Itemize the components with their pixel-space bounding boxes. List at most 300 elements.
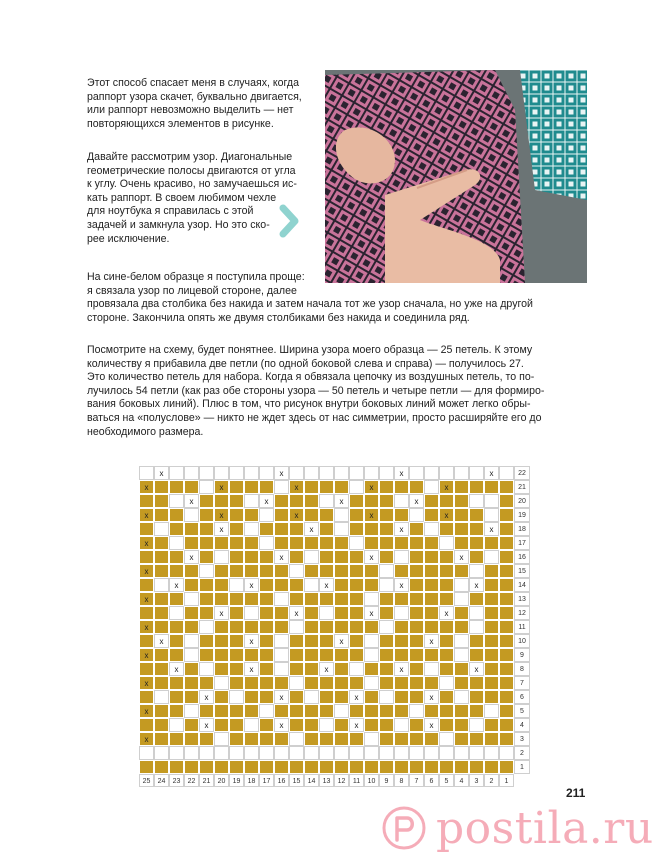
chart-cell: x bbox=[139, 592, 154, 606]
chart-cell bbox=[199, 550, 214, 564]
chart-cell bbox=[184, 662, 199, 676]
chart-cell bbox=[499, 466, 514, 480]
chart-cell bbox=[214, 662, 229, 676]
chart-cell bbox=[454, 676, 469, 690]
chart-cell bbox=[469, 536, 484, 550]
row-number: 14 bbox=[514, 578, 530, 592]
chart-cell bbox=[244, 676, 259, 690]
chart-cell bbox=[139, 746, 154, 760]
chart-cell bbox=[484, 690, 499, 704]
chart-cell bbox=[319, 634, 334, 648]
chart-cell bbox=[379, 480, 394, 494]
chart-cell bbox=[439, 676, 454, 690]
text-line: вания боковых линий). Плюс в том, что рисунок внутри боковых линий может легко обры- bbox=[87, 398, 531, 411]
chart-cell bbox=[409, 718, 424, 732]
chart-cell bbox=[304, 690, 319, 704]
chart-cell bbox=[394, 606, 409, 620]
chart-cell bbox=[454, 606, 469, 620]
chart-cell: x bbox=[394, 466, 409, 480]
chart-cell bbox=[259, 648, 274, 662]
chart-cell bbox=[319, 620, 334, 634]
chart-cell bbox=[229, 732, 244, 746]
chart-cell bbox=[229, 606, 244, 620]
chart-cell bbox=[304, 550, 319, 564]
chart-cell bbox=[439, 564, 454, 578]
column-number: 21 bbox=[199, 774, 214, 787]
chart-cell bbox=[364, 564, 379, 578]
chart-cell bbox=[259, 466, 274, 480]
chart-cell bbox=[169, 564, 184, 578]
chart-cell bbox=[469, 522, 484, 536]
chart-cell bbox=[424, 550, 439, 564]
chart-cell bbox=[439, 494, 454, 508]
chart-cell bbox=[274, 704, 289, 718]
chart-cell bbox=[184, 508, 199, 522]
chart-cell bbox=[484, 704, 499, 718]
chart-cell bbox=[349, 634, 364, 648]
chart-cell bbox=[289, 718, 304, 732]
chart-cell bbox=[409, 536, 424, 550]
chart-cell bbox=[244, 550, 259, 564]
chart-cell bbox=[364, 718, 379, 732]
column-number: 4 bbox=[454, 774, 469, 787]
row-number: 9 bbox=[514, 648, 530, 662]
chart-cell bbox=[349, 466, 364, 480]
chart-cell: x bbox=[439, 606, 454, 620]
chart-cell: x bbox=[154, 634, 169, 648]
chart-cell bbox=[244, 704, 259, 718]
chart-cell bbox=[379, 550, 394, 564]
row-number: 16 bbox=[514, 550, 530, 564]
column-number: 19 bbox=[229, 774, 244, 787]
chart-cell bbox=[229, 508, 244, 522]
chart-cell bbox=[139, 578, 154, 592]
chart-cell bbox=[139, 494, 154, 508]
chart-cell bbox=[229, 676, 244, 690]
chart-cell bbox=[394, 508, 409, 522]
chart-cell: x bbox=[439, 508, 454, 522]
chart-cell: x bbox=[469, 578, 484, 592]
chart-cell bbox=[349, 480, 364, 494]
chart-cell bbox=[379, 494, 394, 508]
chart-cell bbox=[259, 732, 274, 746]
chart-cell bbox=[319, 494, 334, 508]
chart-cell bbox=[199, 746, 214, 760]
chart-cell bbox=[454, 620, 469, 634]
chart-cell bbox=[499, 760, 514, 774]
chart-cell bbox=[379, 578, 394, 592]
chart-cell: x bbox=[139, 676, 154, 690]
chart-cell bbox=[319, 732, 334, 746]
chart-cell bbox=[244, 718, 259, 732]
chart-cell bbox=[424, 746, 439, 760]
chart-cell bbox=[379, 564, 394, 578]
chart-cell bbox=[214, 494, 229, 508]
chart-cell bbox=[454, 494, 469, 508]
chart-cell bbox=[349, 592, 364, 606]
chart-cell bbox=[304, 480, 319, 494]
column-number: 24 bbox=[154, 774, 169, 787]
chart-cell bbox=[334, 648, 349, 662]
chart-cell bbox=[154, 522, 169, 536]
chart-cell bbox=[364, 578, 379, 592]
chart-cell bbox=[484, 536, 499, 550]
chart-cell bbox=[394, 480, 409, 494]
chart-cell bbox=[214, 732, 229, 746]
chart-cell bbox=[274, 564, 289, 578]
chart-cell bbox=[484, 578, 499, 592]
text-line: количеству я прибавила две петли (по одной боковой слева и справа) — получилось 27. bbox=[87, 357, 524, 370]
chart-cell bbox=[454, 662, 469, 676]
chart-cell bbox=[304, 606, 319, 620]
chart-cell bbox=[274, 760, 289, 774]
chart-cell bbox=[469, 648, 484, 662]
chart-cell bbox=[454, 648, 469, 662]
chart-cell bbox=[469, 676, 484, 690]
chart-cell bbox=[139, 760, 154, 774]
column-number: 12 bbox=[334, 774, 349, 787]
chart-cell bbox=[199, 578, 214, 592]
chart-cell: x bbox=[214, 508, 229, 522]
chart-cell bbox=[199, 732, 214, 746]
chart-cell bbox=[289, 466, 304, 480]
chart-cell bbox=[259, 578, 274, 592]
chart-cell bbox=[469, 732, 484, 746]
chart-cell bbox=[349, 564, 364, 578]
chart-cell bbox=[319, 648, 334, 662]
chart-cell bbox=[289, 592, 304, 606]
chart-cell: x bbox=[139, 648, 154, 662]
chart-cell bbox=[484, 480, 499, 494]
chart-cell bbox=[214, 578, 229, 592]
row-number: 4 bbox=[514, 718, 530, 732]
chart-cell bbox=[469, 760, 484, 774]
chart-cell bbox=[154, 508, 169, 522]
chart-cell bbox=[169, 536, 184, 550]
chart-cell: x bbox=[409, 494, 424, 508]
chart-cell bbox=[364, 536, 379, 550]
chart-cell: x bbox=[139, 620, 154, 634]
chart-cell bbox=[304, 648, 319, 662]
chart-cell bbox=[319, 718, 334, 732]
chart-cell bbox=[379, 606, 394, 620]
chart-cell bbox=[304, 592, 319, 606]
chart-cell bbox=[424, 578, 439, 592]
chart-cell bbox=[379, 732, 394, 746]
chart-cell bbox=[289, 746, 304, 760]
chart-cell bbox=[259, 536, 274, 550]
chart-cell bbox=[349, 704, 364, 718]
chart-cell bbox=[409, 634, 424, 648]
chart-cell bbox=[184, 648, 199, 662]
chart-cell bbox=[184, 704, 199, 718]
chevron-right-icon bbox=[278, 204, 300, 238]
chart-cell bbox=[184, 578, 199, 592]
chart-cell bbox=[469, 606, 484, 620]
row-number: 10 bbox=[514, 634, 530, 648]
chart-cell: x bbox=[139, 732, 154, 746]
chart-cell bbox=[169, 732, 184, 746]
chart-cell: x bbox=[484, 466, 499, 480]
chart-cell bbox=[304, 746, 319, 760]
text-line: Этот способ спасает меня в случаях, когда bbox=[87, 77, 299, 89]
chart-cell bbox=[229, 592, 244, 606]
chart-cell bbox=[349, 662, 364, 676]
chart-cell bbox=[334, 480, 349, 494]
chart-cell bbox=[214, 704, 229, 718]
text-line: задачей и замкнула узор. Но это ско- bbox=[87, 218, 270, 231]
chart-cell bbox=[469, 592, 484, 606]
chart-cell bbox=[424, 648, 439, 662]
text-line: геометрические полосы двигаются от угла bbox=[87, 164, 296, 177]
chart-cell bbox=[319, 550, 334, 564]
chart-cell bbox=[184, 606, 199, 620]
chart-cell: x bbox=[139, 536, 154, 550]
chart-cell bbox=[274, 522, 289, 536]
chart-cell bbox=[289, 536, 304, 550]
chart-cell bbox=[274, 662, 289, 676]
chart-cell bbox=[484, 550, 499, 564]
chart-cell bbox=[364, 690, 379, 704]
chart-cell bbox=[379, 508, 394, 522]
chart-cell bbox=[154, 606, 169, 620]
chart-cell bbox=[289, 550, 304, 564]
chart-cell bbox=[394, 676, 409, 690]
chart-cell bbox=[274, 732, 289, 746]
row-number: 17 bbox=[514, 536, 530, 550]
chart-cell bbox=[304, 578, 319, 592]
chart-cell bbox=[154, 480, 169, 494]
chart-cell bbox=[229, 648, 244, 662]
chart-cell bbox=[484, 648, 499, 662]
chart-cell bbox=[409, 550, 424, 564]
chart-cell bbox=[334, 718, 349, 732]
chart-cell bbox=[139, 634, 154, 648]
chart-cell bbox=[169, 480, 184, 494]
chart-cell bbox=[499, 522, 514, 536]
chart-cell bbox=[499, 592, 514, 606]
chart-cell bbox=[334, 508, 349, 522]
chart-cell bbox=[334, 676, 349, 690]
chart-cell bbox=[169, 466, 184, 480]
chart-cell bbox=[319, 536, 334, 550]
column-number: 2 bbox=[484, 774, 499, 787]
chart-cell bbox=[439, 718, 454, 732]
chart-cell bbox=[289, 662, 304, 676]
chart-cell bbox=[259, 704, 274, 718]
chart-cell bbox=[349, 494, 364, 508]
chart-cell bbox=[319, 592, 334, 606]
row-number: 12 bbox=[514, 606, 530, 620]
chart-cell bbox=[469, 466, 484, 480]
column-number: 13 bbox=[319, 774, 334, 787]
chart-cell bbox=[379, 718, 394, 732]
chart-cell bbox=[184, 522, 199, 536]
text-line: я связала узор по лицевой стороне, далее bbox=[87, 284, 297, 297]
chart-cell bbox=[169, 634, 184, 648]
chart-cell bbox=[229, 662, 244, 676]
chart-cell bbox=[169, 760, 184, 774]
chart-cell bbox=[394, 746, 409, 760]
chart-cell: x bbox=[199, 690, 214, 704]
chart-cell bbox=[289, 564, 304, 578]
chart-cell bbox=[499, 676, 514, 690]
chart-cell bbox=[199, 662, 214, 676]
chart-cell bbox=[409, 522, 424, 536]
chart-cell bbox=[199, 620, 214, 634]
chart-cell bbox=[499, 648, 514, 662]
chart-cell bbox=[364, 494, 379, 508]
chart-cell bbox=[409, 732, 424, 746]
chart-cell bbox=[349, 620, 364, 634]
chart-cell bbox=[409, 690, 424, 704]
chart-cell bbox=[379, 648, 394, 662]
chart-cell: x bbox=[319, 578, 334, 592]
chart-cell bbox=[154, 732, 169, 746]
chart-cell bbox=[364, 648, 379, 662]
chart-cell bbox=[319, 522, 334, 536]
chart-cell bbox=[139, 466, 154, 480]
chart-cell bbox=[349, 606, 364, 620]
chart-cell: x bbox=[364, 550, 379, 564]
chart-cell bbox=[319, 676, 334, 690]
chart-cell bbox=[259, 592, 274, 606]
chart-cell bbox=[439, 550, 454, 564]
chart-cell bbox=[409, 480, 424, 494]
chart-cell bbox=[199, 508, 214, 522]
chart-cell bbox=[184, 718, 199, 732]
chart-cell bbox=[334, 760, 349, 774]
chart-cell: x bbox=[169, 578, 184, 592]
chart-cell bbox=[394, 760, 409, 774]
chart-cell: x bbox=[139, 564, 154, 578]
chart-cell bbox=[469, 564, 484, 578]
chart-cell bbox=[499, 606, 514, 620]
column-number: 25 bbox=[139, 774, 154, 787]
chart-cell bbox=[409, 746, 424, 760]
chart-cell bbox=[319, 606, 334, 620]
chart-cell bbox=[424, 466, 439, 480]
chart-cell bbox=[274, 620, 289, 634]
chart-cell bbox=[169, 592, 184, 606]
chart-cell bbox=[214, 564, 229, 578]
chart-cell bbox=[169, 648, 184, 662]
chart-cell bbox=[454, 536, 469, 550]
chart-cell: x bbox=[469, 662, 484, 676]
chart-cell bbox=[184, 760, 199, 774]
chart-cell bbox=[484, 718, 499, 732]
chart-cell bbox=[499, 536, 514, 550]
chart-cell bbox=[454, 704, 469, 718]
column-number: 11 bbox=[349, 774, 364, 787]
chart-cell bbox=[259, 522, 274, 536]
text-line: для ноутбука я справилась с этой bbox=[87, 205, 254, 218]
chart-cell bbox=[364, 634, 379, 648]
chart-cell bbox=[499, 480, 514, 494]
chart-cell bbox=[334, 704, 349, 718]
chart-cell bbox=[409, 466, 424, 480]
chart-cell bbox=[484, 606, 499, 620]
chart-cell bbox=[469, 690, 484, 704]
chart-cell bbox=[214, 676, 229, 690]
chart-cell bbox=[319, 564, 334, 578]
chart-cell bbox=[484, 494, 499, 508]
chart-cell bbox=[244, 536, 259, 550]
chart-cell bbox=[349, 522, 364, 536]
chart-cell bbox=[184, 466, 199, 480]
chart-cell: x bbox=[274, 718, 289, 732]
chart-cell bbox=[154, 746, 169, 760]
chart-cell bbox=[334, 746, 349, 760]
chart-cell bbox=[439, 690, 454, 704]
chart-cell: x bbox=[274, 690, 289, 704]
chart-cell bbox=[229, 564, 244, 578]
chart-cell bbox=[409, 704, 424, 718]
chart-cell bbox=[154, 690, 169, 704]
chart-cell bbox=[334, 690, 349, 704]
text-line: раппорт узора скачет, буквально двигается, bbox=[87, 90, 302, 103]
chart-cell bbox=[424, 508, 439, 522]
chart-cell bbox=[364, 760, 379, 774]
chart-cell bbox=[274, 536, 289, 550]
chart-cell bbox=[334, 662, 349, 676]
chart-cell bbox=[154, 620, 169, 634]
chart-cell bbox=[259, 480, 274, 494]
chart-cell bbox=[379, 690, 394, 704]
chart-cell bbox=[334, 550, 349, 564]
text-line: рее исключение. bbox=[87, 232, 170, 245]
chart-cell bbox=[454, 466, 469, 480]
chart-cell bbox=[169, 704, 184, 718]
chart-cell bbox=[154, 760, 169, 774]
chart-cell bbox=[499, 508, 514, 522]
chart-cell bbox=[274, 578, 289, 592]
chart-cell bbox=[274, 480, 289, 494]
chart-cell bbox=[334, 466, 349, 480]
chart-cell bbox=[349, 508, 364, 522]
chart-cell: x bbox=[289, 606, 304, 620]
chart-cell bbox=[199, 606, 214, 620]
page-number: 211 bbox=[566, 786, 586, 800]
chart-cell bbox=[394, 536, 409, 550]
chart-cell: x bbox=[424, 634, 439, 648]
chart-cell bbox=[469, 494, 484, 508]
text-line: ваться на «полуслове» — никто не ждет здесь от нас симметрии, просто расширяйте его до bbox=[87, 411, 542, 424]
chart-cell bbox=[139, 718, 154, 732]
chart-cell bbox=[499, 578, 514, 592]
text-line: лучилось 54 петли (как раз обе стороны узора — 50 петель и четыре петли — для формиро- bbox=[87, 384, 545, 397]
row-number: 11 bbox=[514, 620, 530, 634]
chart-cell bbox=[169, 620, 184, 634]
chart-cell bbox=[199, 634, 214, 648]
chart-cell bbox=[214, 634, 229, 648]
text-line: к углу. Очень красиво, но замучаешься ис- bbox=[87, 178, 297, 191]
chart-cell bbox=[229, 550, 244, 564]
chart-cell: x bbox=[214, 480, 229, 494]
chart-cell bbox=[289, 620, 304, 634]
chart-cell bbox=[394, 648, 409, 662]
chart-cell: x bbox=[304, 522, 319, 536]
chart-cell bbox=[394, 564, 409, 578]
chart-cell bbox=[454, 564, 469, 578]
chart-cell bbox=[184, 746, 199, 760]
chart-cell bbox=[319, 760, 334, 774]
chart-cell bbox=[379, 662, 394, 676]
chart-cell bbox=[394, 592, 409, 606]
chart-cell bbox=[319, 704, 334, 718]
chart-cell bbox=[394, 732, 409, 746]
chart-cell bbox=[469, 508, 484, 522]
